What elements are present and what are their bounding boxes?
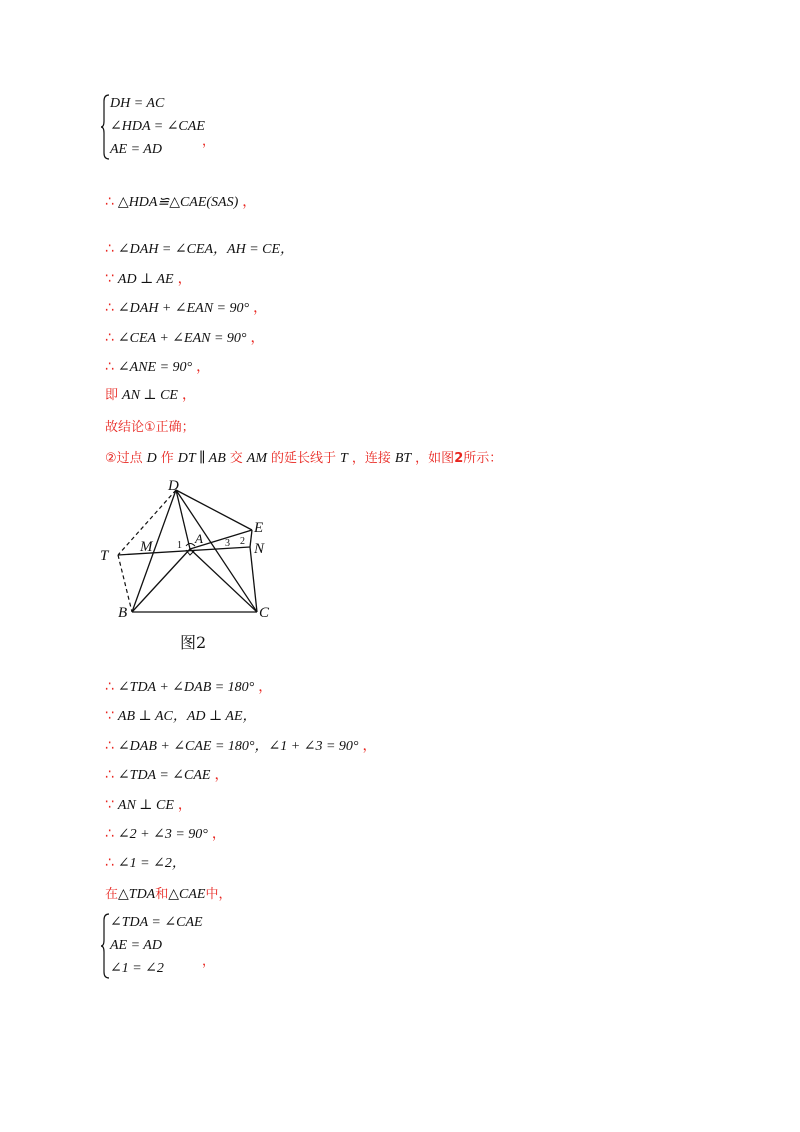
step2-description: [105, 448, 502, 468]
proof-trail: ，: [177, 798, 192, 813]
proof-expr: ∠TDA = ∠CAE: [117, 768, 211, 783]
proof-expr: △HDA≌△CAE(SAS): [117, 195, 239, 210]
point-label-M: M: [140, 539, 153, 555]
step2-part: 作: [160, 451, 174, 466]
proof2-line-2: [105, 706, 261, 726]
proof-expr: ∠2 + ∠3 = 90°: [117, 827, 208, 842]
equation-system-1: [100, 93, 240, 163]
segment-BA: [132, 549, 190, 612]
because-symbol: ∵: [105, 708, 114, 724]
triangle-TDA: △TDA: [118, 887, 156, 902]
therefore-symbol: ∴: [105, 300, 114, 316]
therefore-symbol: ∴: [105, 194, 114, 210]
proof-expr: AN ⊥ CE: [117, 798, 174, 813]
proof-trail: ，: [253, 301, 268, 316]
proof-trail: ，: [211, 827, 226, 842]
therefore-symbol: ∴: [105, 738, 114, 754]
and-label: 和: [155, 887, 169, 902]
step2-var: D: [146, 451, 157, 466]
segment-AC: [190, 549, 257, 612]
segment-EN: [250, 530, 252, 547]
equation-system-2: [100, 912, 260, 982]
therefore-symbol: ∴: [105, 330, 114, 346]
proof-expr: ∠DAH + ∠EAN = 90°: [117, 301, 250, 316]
point-label-N: N: [254, 541, 265, 557]
system2-row-1: ∠TDA = ∠CAE: [110, 915, 203, 930]
step2-var: BT: [394, 451, 412, 466]
proof-expr: AD ⊥ AE: [117, 272, 174, 287]
step2-part: ，如图: [415, 451, 455, 466]
proof-line-3: [105, 269, 192, 289]
in-triangles-line: [105, 884, 231, 904]
namely-label: 即: [105, 388, 119, 403]
point-label-B: B: [118, 605, 128, 620]
proof-line-6: [105, 357, 210, 377]
point-label-D: D: [168, 478, 179, 494]
point-label-E: E: [254, 520, 264, 536]
proof-expr: ∠TDA + ∠DAB = 180°: [117, 680, 255, 695]
point-label-A: A: [195, 531, 203, 546]
angle-arc: [186, 544, 195, 547]
proof-line-7: [105, 386, 196, 406]
system2-trail: ，: [202, 954, 216, 969]
step2-part: 交: [229, 451, 243, 466]
figure-caption: 图2: [180, 633, 207, 652]
system2-row-3: ∠1 = ∠2: [110, 961, 164, 976]
conclusion-text: 故结论①正确；: [105, 420, 195, 435]
middle-label: 中，: [205, 887, 232, 902]
proof-trail: ，: [258, 680, 273, 695]
angle-label-1: 1: [177, 540, 182, 551]
therefore-symbol: ∴: [105, 826, 114, 842]
geometry-figure: [95, 470, 295, 620]
proof-expr: ∠DAB + ∠CAE = 180°，∠1 + ∠3 = 90°: [117, 739, 359, 754]
therefore-symbol: ∴: [105, 359, 114, 375]
system1-row-3: AE = AD: [110, 142, 162, 157]
segment-DE: [176, 490, 252, 530]
step2-var: AM: [246, 451, 267, 466]
step2-part: ，连接: [351, 451, 391, 466]
figure-number: 2: [454, 451, 464, 466]
system2-row-2: AE = AD: [110, 938, 162, 953]
therefore-symbol: ∴: [105, 767, 114, 783]
proof2-line-6: [105, 824, 226, 844]
because-symbol: ∵: [105, 797, 114, 813]
proof-expr: ∠1 = ∠2，: [117, 856, 186, 871]
left-brace-icon: [100, 93, 110, 161]
step2-var: T: [340, 451, 348, 466]
segment-TB-dashed: [118, 555, 132, 612]
proof2-line-7: [105, 853, 190, 873]
proof2-line-1: [105, 677, 272, 697]
point-label-T: T: [100, 548, 109, 564]
proof-expr: ∠DAH = ∠CEA，AH = CE，: [117, 242, 295, 257]
angle-label-2: 2: [240, 536, 245, 547]
proof-trail: ，: [196, 360, 211, 375]
step2-part: 所示：: [463, 451, 503, 466]
system1-row-1: DH = AC: [110, 96, 165, 111]
proof-expr: AB ⊥ AC，AD ⊥ AE，: [117, 709, 257, 724]
proof-trail: ，: [362, 739, 377, 754]
step2-part: 的延长线于: [271, 451, 337, 466]
therefore-symbol: ∴: [105, 855, 114, 871]
therefore-symbol: ∴: [105, 679, 114, 695]
proof-trail: ，: [177, 272, 192, 287]
proof-trail: ，: [214, 768, 229, 783]
angle-label-3: 3: [225, 538, 230, 549]
system1-row-2: ∠HDA = ∠CAE: [110, 119, 205, 134]
step2-part: ②过点: [105, 451, 143, 466]
segment-DB: [132, 490, 176, 612]
system1-trail: ，: [202, 134, 216, 149]
therefore-symbol: ∴: [105, 241, 114, 257]
segment-TN: [118, 547, 250, 555]
proof-line-5: [105, 328, 265, 348]
proof2-line-5: [105, 795, 192, 815]
left-brace-icon: [100, 912, 110, 980]
proof2-line-4: [105, 765, 228, 785]
proof2-line-3: [105, 736, 377, 756]
proof-trail: ，: [181, 388, 196, 403]
proof-expr: AN ⊥ CE: [122, 388, 178, 403]
in-label: 在: [105, 887, 119, 902]
proof-line-1: [105, 192, 256, 212]
step2-var: DT ∥ AB: [177, 451, 226, 466]
triangle-CAE: △CAE: [168, 887, 206, 902]
proof-trail: ，: [250, 331, 265, 346]
proof-line-2: [105, 239, 298, 259]
proof-trail: ，: [242, 195, 257, 210]
proof-expr: ∠ANE = 90°: [117, 360, 193, 375]
proof-line-4: [105, 298, 267, 318]
because-symbol: ∵: [105, 271, 114, 287]
proof-expr: ∠CEA + ∠EAN = 90°: [117, 331, 247, 346]
point-label-C: C: [259, 605, 270, 620]
